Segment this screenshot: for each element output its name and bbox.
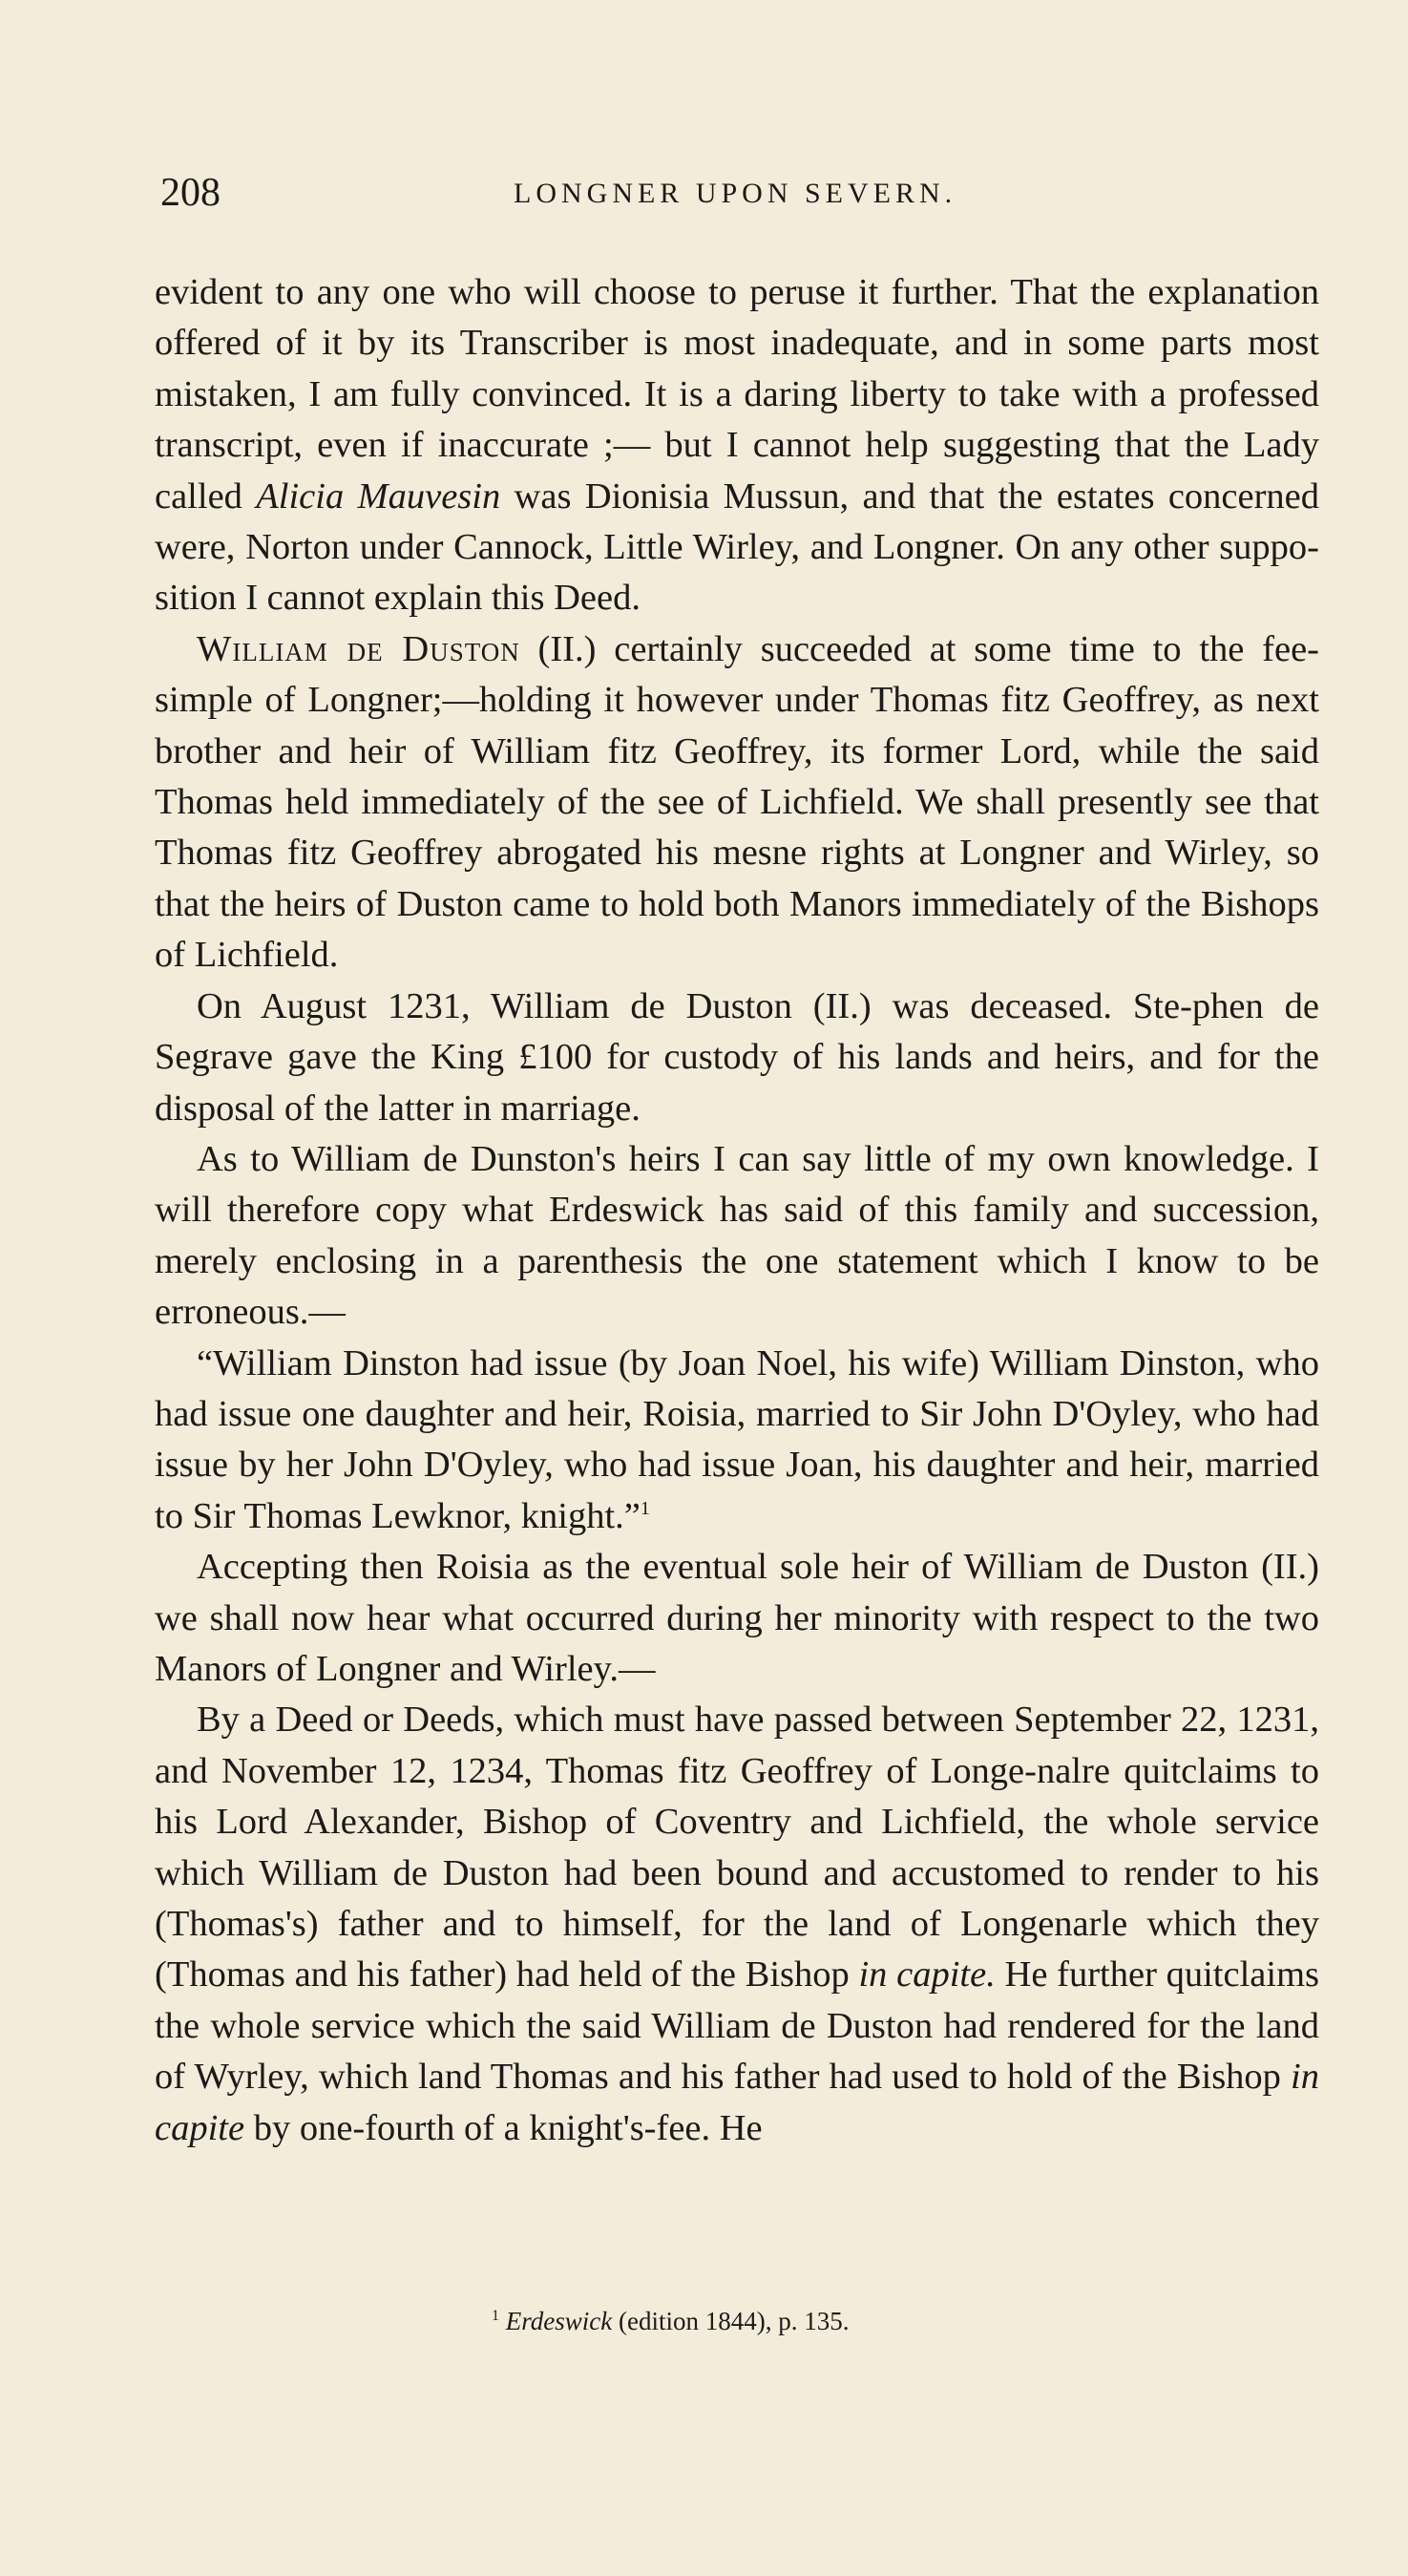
body-text — [155, 267, 1319, 2154]
footnote-text: (edition 1844), p. 135. — [612, 2307, 850, 2335]
paragraph-1: evident to any one who will choose to peruse it further. That the explanation offered of it by its Transcriber is most inadequate, and in some parts most mistaken, I am fully convinced. It is a daring liberty to take with a professed transcript, even if inaccurate ;— but I cannot help suggesting that the Lady called Alicia Mauvesin was Dionisia Mussun, and that the estates concerned were, Norton under Cannock, Little Wirley, and Longner. On any other suppo-sition I cannot explain this Deed. — [155, 272, 1319, 619]
emphasis-in-capite: in capite. — [858, 1954, 996, 1995]
paragraph-5-quotation: “William Dinston had issue (by Joan Noel, his wife) William Dinston, who had issue one daughter and heir, Roisia, married to Sir John D'Oyley, who had issue by her John D'Oyley, who had issue Joan, his daughter and heir, married to Sir Thomas Lewknor, knight.”$^1$ — [155, 1342, 1319, 1536]
paragraph-3: On August 1231, William de Duston (II.) was deceased. Ste-phen de Segrave gave the King £100 for custody of his lands and heirs, and for the disposal of the latter in marriage. — [155, 985, 1319, 1129]
footnote-source: Erdeswick — [505, 2307, 613, 2335]
footnote-marker: 1 — [492, 2308, 499, 2324]
page-header — [160, 170, 1306, 227]
small-caps-name: William de Duston — [197, 628, 520, 669]
emphasis-in-capite-2: in capite — [155, 2057, 1319, 2148]
footnote-reference: 1 — [640, 1497, 650, 1519]
paragraph-7: By a Deed or Deeds, which must have passed between September 22, 1231, and November 12, 1234, Thomas fitz Geoffrey of Longe-nalre quitclaims to his Lord Alexander, Bishop of Coventry and Lichfield, the whole service which William de Duston had been bound and accustomed to render to his (Thomas's) father and to himself, for the land of Longenarle which they (Thomas and his father) had held of the Bishop in capite. He further quitclaims the whole service which the said William de Duston had rendered for the land of Wyrley, which land Thomas and his father had used to hold of the Bishop in capite by one-fourth of a knight's-fee. He — [155, 1700, 1319, 2148]
paragraph-6: Accepting then Roisia as the eventual sole heir of William de Duston (II.) we shall now hear what occurred during her minority with respect to the two Manors of Longner and Wirley.— — [155, 1547, 1319, 1689]
emphasis-alicia-mauvesin: Alicia Mauvesin — [256, 475, 501, 517]
paragraph-2: William de Duston (II.) certainly succeeded at some time to the fee-simple of Longner;—holding it however under Thomas fitz Geoffrey, as next brother and heir of William fitz Geoffrey, its former Lord, while the said Thomas held immediately of the see of Lichfield. We shall presently see that Thomas fitz Geoffrey abrogated his mesne rights at Longner and Wirley, so that the heirs of Duston came to hold both Manors immediately of the Bishops of Lichfield. — [155, 628, 1319, 976]
paragraph-4: As to William de Dunston's heirs I can say little of my own knowledge. I will therefore copy what Erdeswick has said of this family and succession, merely enclosing in a parenthesis the one statement which I know to be erroneous.— — [155, 1138, 1319, 1333]
footnote — [492, 2307, 849, 2336]
page-number: 208 — [160, 171, 221, 215]
running-title: LONGNER UPON SEVERN. — [514, 178, 957, 209]
